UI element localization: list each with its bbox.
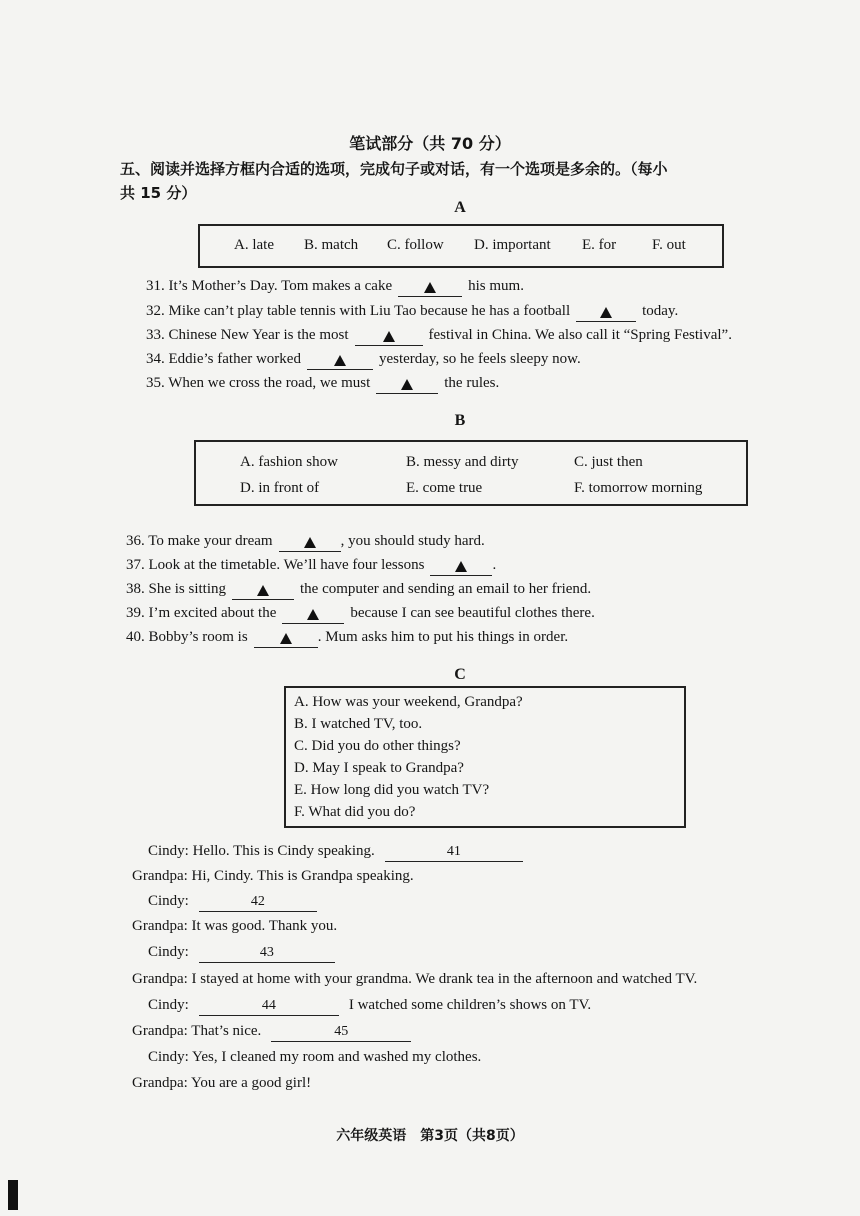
- option-c-follow: C. follow: [387, 237, 444, 253]
- question-text: , you should study hard.: [340, 533, 485, 549]
- option-b-i-watched-tv: B. I watched TV, too.: [294, 716, 423, 732]
- section-b-label: B: [454, 412, 466, 429]
- answer-blank-45[interactable]: [271, 1025, 411, 1042]
- question-text: 34. Eddie’s father worked: [146, 351, 301, 367]
- dialogue-line: Grandpa: I stayed at home with your grandma. We drank tea in the afternoon and watched TV.: [132, 971, 698, 987]
- question-text: the rules.: [444, 375, 500, 391]
- section-c-option-box: [284, 686, 686, 828]
- question-text: 39. I’m excited about the: [126, 605, 277, 621]
- dialogue-text: Cindy: Hello. This is Cindy speaking.: [148, 843, 375, 859]
- dialogue-line-43: [148, 944, 341, 961]
- dialogue-line-44: [148, 997, 591, 1014]
- dialogue-text: Cindy:: [148, 893, 189, 909]
- section-a-label: A: [454, 199, 466, 216]
- triangle-icon: [280, 633, 292, 644]
- option-f-out: F. out: [652, 237, 686, 253]
- answer-blank[interactable]: [576, 305, 636, 322]
- answer-blank-41[interactable]: [385, 845, 523, 862]
- page-footer: 六年级英语 第3页（共8页）: [336, 1128, 524, 1144]
- dialogue-line-42: [148, 893, 323, 910]
- dialogue-text: Grandpa: That’s nice.: [132, 1023, 262, 1039]
- option-c-other-things: C. Did you do other things?: [294, 738, 461, 754]
- question-35: [146, 375, 499, 392]
- dialogue-line: Grandpa: It was good. Thank you.: [132, 918, 338, 934]
- question-36: [126, 533, 485, 550]
- option-a-how-was-your-weekend: A. How was your weekend, Grandpa?: [294, 694, 523, 710]
- question-text: 32. Mike can’t play table tennis with Liu Tao because he has a football: [146, 303, 571, 319]
- question-text: because I can see beautiful clothes there.: [350, 605, 595, 621]
- dialogue-line-45: [132, 1023, 417, 1040]
- question-text: 35. When we cross the road, we must: [146, 375, 371, 391]
- option-b-messy-and-dirty: B. messy and dirty: [406, 454, 519, 470]
- answer-blank[interactable]: [279, 535, 341, 552]
- triangle-icon: [424, 282, 436, 293]
- blank-number: 44: [261, 998, 276, 1013]
- question-text: 38. She is sitting: [126, 581, 227, 597]
- dialogue-line: Grandpa: Hi, Cindy. This is Grandpa speaking.: [132, 868, 414, 884]
- option-a-late: A. late: [234, 237, 274, 253]
- answer-blank[interactable]: [376, 377, 438, 394]
- option-f-what-did-you-do: F. What did you do?: [294, 804, 416, 820]
- question-39: [126, 605, 595, 622]
- question-31: [146, 278, 524, 295]
- question-text: .: [492, 557, 497, 573]
- dialogue-line: Cindy: Yes, I cleaned my room and washed my clothes.: [148, 1049, 482, 1065]
- instruction-line-2: 共 15 分）: [120, 184, 197, 202]
- option-c-just-then: C. just then: [574, 454, 643, 470]
- option-d-important: D. important: [474, 237, 551, 253]
- dialogue-line-41: [148, 843, 529, 860]
- dialogue-text: I watched some children’s shows on TV.: [348, 997, 592, 1013]
- answer-blank-42[interactable]: [199, 895, 317, 912]
- dialogue-line: Grandpa: You are a good girl!: [132, 1075, 312, 1091]
- answer-blank[interactable]: [398, 280, 462, 297]
- question-33: [146, 327, 732, 344]
- question-32: [146, 303, 678, 320]
- triangle-icon: [257, 585, 269, 596]
- triangle-icon: [455, 561, 467, 572]
- option-b-match: B. match: [304, 237, 359, 253]
- question-34: [146, 351, 581, 368]
- question-40: [126, 629, 568, 646]
- option-e-for: E. for: [582, 237, 617, 253]
- blank-number: 41: [446, 844, 461, 859]
- option-a-fashion-show: A. fashion show: [240, 454, 338, 470]
- section-b-option-box: [194, 440, 748, 506]
- question-text: yesterday, so he feels sleepy now.: [378, 351, 581, 367]
- question-text: the computer and sending an email to her friend.: [300, 581, 592, 597]
- section-a-option-box: [198, 224, 724, 268]
- triangle-icon: [600, 307, 612, 318]
- option-e-how-long: E. How long did you watch TV?: [294, 782, 490, 798]
- question-text: his mum.: [468, 278, 524, 294]
- question-text: 33. Chinese New Year is the most: [146, 327, 349, 343]
- question-text: today.: [642, 303, 679, 319]
- answer-blank[interactable]: [232, 583, 294, 600]
- question-text: 36. To make your dream: [126, 533, 273, 549]
- section-c-label: C: [454, 666, 466, 683]
- scan-corner-mark: [8, 1180, 18, 1210]
- triangle-icon: [304, 537, 316, 548]
- question-37: [126, 557, 496, 574]
- question-text: . Mum asks him to put his things in order.: [317, 629, 569, 645]
- option-d-may-i-speak: D. May I speak to Grandpa?: [294, 760, 464, 776]
- option-e-come-true: E. come true: [406, 480, 483, 496]
- triangle-icon: [383, 331, 395, 342]
- answer-blank-44[interactable]: [199, 999, 339, 1016]
- answer-blank-43[interactable]: [199, 946, 335, 963]
- blank-number: 42: [250, 894, 265, 909]
- question-text: festival in China. We also call it “Spring Festival”.: [428, 327, 732, 343]
- question-text: 40. Bobby’s room is: [126, 629, 248, 645]
- answer-blank[interactable]: [355, 329, 423, 346]
- answer-blank[interactable]: [254, 631, 318, 648]
- triangle-icon: [307, 609, 319, 620]
- instruction-line-1: 五、阅读并选择方框内合适的选项，完成句子或对话，有一个选项是多余的。（每小: [120, 160, 668, 178]
- section-title: 笔试部分（共 70 分）: [349, 134, 511, 153]
- triangle-icon: [401, 379, 413, 390]
- dialogue-text: Cindy:: [148, 944, 189, 960]
- triangle-icon: [334, 355, 346, 366]
- option-f-tomorrow-morning: F. tomorrow morning: [574, 480, 703, 496]
- answer-blank[interactable]: [282, 607, 344, 624]
- question-38: [126, 581, 591, 598]
- question-text: 37. Look at the timetable. We’ll have four lessons: [126, 557, 425, 573]
- blank-number: 43: [259, 945, 274, 960]
- dialogue-text: Cindy:: [148, 997, 189, 1013]
- option-d-in-front-of: D. in front of: [240, 480, 320, 496]
- answer-blank[interactable]: [307, 353, 373, 370]
- question-text: 31. It’s Mother’s Day. Tom makes a cake: [146, 278, 393, 294]
- blank-number: 45: [334, 1024, 349, 1039]
- answer-blank[interactable]: [430, 559, 492, 576]
